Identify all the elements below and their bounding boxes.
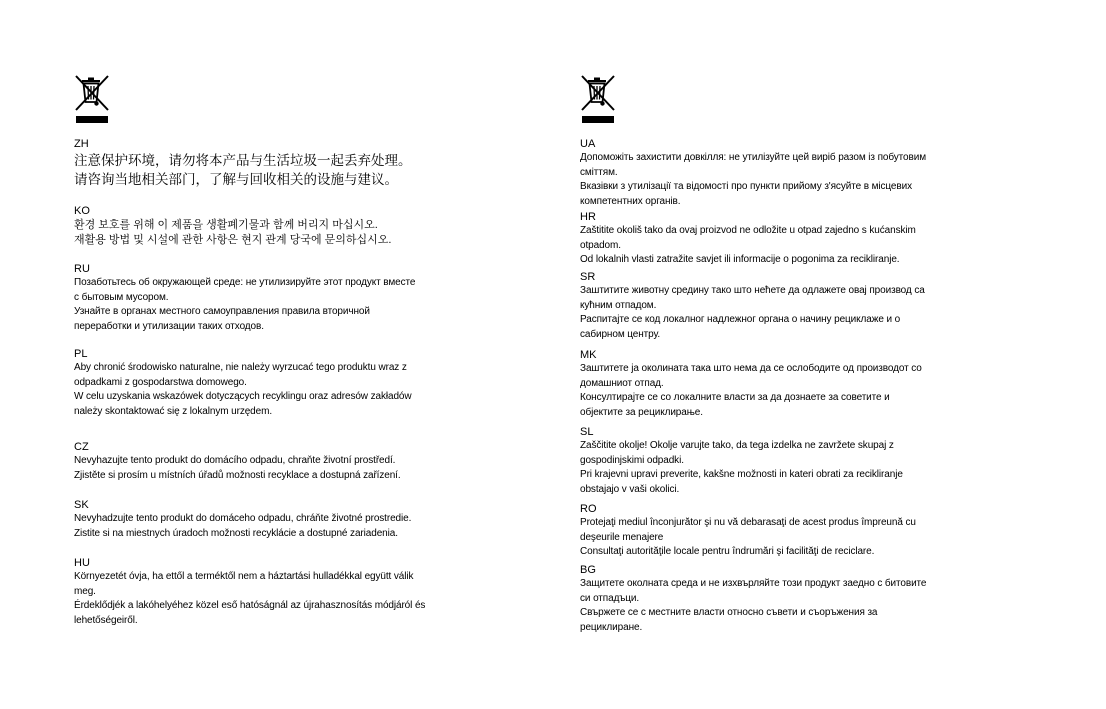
text-line: компетентних органів. — [580, 195, 681, 207]
lang-code-hu: HU — [74, 557, 90, 569]
section-ro — [580, 503, 1050, 560]
text-line: переработки и утилизации таких отходов. — [74, 320, 264, 332]
text-line: домашниот отпад. — [580, 377, 664, 389]
text-line: W celu uzyskania wskazówek dotyczących recyklingu oraz adresów zakładów — [74, 391, 412, 402]
section-hr — [580, 211, 1050, 268]
text-line: кућним отпадом. — [580, 299, 657, 311]
text-line: należy skontaktować się z lokalnym urzędem. — [74, 405, 273, 417]
lang-code-zh: ZH — [74, 138, 89, 150]
text-line: Od lokalnih vlasti zatražite savjet ili informacije o pogonima za recikliranje. — [580, 254, 900, 265]
text-line: Zaščitite okolje! Okolje varujte tako, da tega izdelka ne zavržete skupaj z — [580, 440, 894, 451]
text-line: сабирном центру. — [580, 328, 661, 340]
lang-code-mk: MK — [580, 349, 597, 361]
text-line: сміттям. — [580, 166, 618, 178]
text-line: Zaštitite okoliš tako da ovaj proizvod ne odložite u otpad zajedno s kućanskim — [580, 225, 916, 236]
lang-code-pl: PL — [74, 348, 88, 360]
lang-code-ro: RO — [580, 503, 597, 515]
text-line: Узнайте в органах местного самоуправления правила вторичной — [74, 306, 370, 317]
text-line: Nevyhadzujte tento produkt do domáceho odpadu, chráňte životné prostredie. — [74, 513, 412, 524]
section-sr — [580, 271, 1050, 342]
text-line: obstajajo v vaši okolici. — [580, 483, 680, 495]
text-line: lehetőségeiről. — [74, 614, 138, 626]
text-line: Aby chronić środowisko naturalne, nie należy wyrzucać tego produktu wraz z — [74, 362, 407, 373]
text-line: gospodinjskimi odpadki. — [580, 454, 684, 466]
text-line: Protejaţi mediul înconjurător şi nu vă debarasaţi de acest produs împreună cu — [580, 517, 916, 528]
weee-crossed-bin-icon — [580, 74, 616, 124]
text-line: Вказівки з утилізації та відомості про пункти прийому з'ясуйте в місцевих — [580, 181, 912, 192]
section-pl — [74, 348, 534, 419]
text-line: deşeurile menajere — [580, 531, 664, 543]
section-bg — [580, 564, 1050, 635]
text-line: с бытовым мусором. — [74, 291, 169, 303]
section-cz — [74, 441, 534, 483]
lang-code-sk: SK — [74, 499, 89, 511]
text-line: 请咨询当地相关部门，了解与回收相关的设施与建议。 — [74, 172, 398, 187]
text-line: Заштитете ја околината така што нема да се ослободите од производот со — [580, 363, 922, 374]
text-line: Zjistěte si prosím u místních úřadů možnosti recyklace a dostupná zařízení. — [74, 469, 401, 481]
text-line: Консултирајте се со локалните власти за да дознаете за советите и — [580, 392, 890, 403]
text-line: 재활용 방법 및 시설에 관한 사항은 현지 관계 당국에 문의하십시오. — [74, 234, 392, 246]
section-zh — [74, 138, 534, 189]
text-line: Érdeklődjék a lakóhelyéhez közel eső hatóságnál az újrahasznosítás módjáról és — [74, 600, 426, 611]
text-line: Распитајте се код локалног надлежног органа о начину рециклаже и о — [580, 314, 901, 325]
section-ua — [580, 138, 1050, 209]
text-line: Pri krajevni upravi preverite, kakšne možnosti in kateri obrati za recikliranje — [580, 469, 903, 480]
lang-code-sl: SL — [580, 426, 594, 438]
text-line: Защитете околната среда и не изхвърляйте този продукт заедно с битовите — [580, 578, 927, 589]
lang-code-ru: RU — [74, 263, 90, 275]
text-line: meg. — [74, 585, 96, 597]
lang-code-hr: HR — [580, 211, 596, 223]
text-line: Свържете се с местните власти относно съвети и съоръжения за — [580, 607, 878, 618]
section-sk — [74, 499, 534, 541]
text-line: Позаботьтесь об окружающей среде: не утилизируйте этот продукт вместе — [74, 277, 416, 288]
text-line: Consultaţi autorităţile locale pentru îndrumări şi facilităţi de reciclare. — [580, 546, 875, 557]
text-line: 환경 보호를 위해 이 제품을 생활폐기물과 함께 버리지 마십시오. — [74, 219, 378, 231]
text-line: Допоможіть захистити довкілля: не утилізуйте цей виріб разом із побутовим — [580, 152, 926, 163]
lang-code-bg: BG — [580, 564, 596, 576]
text-line: објектите за рециклирање. — [580, 406, 703, 418]
text-line: Заштитите животну средину тако што нећете да одлажете овај производ са — [580, 285, 925, 296]
lang-code-cz: CZ — [74, 441, 89, 453]
section-sl — [580, 426, 1050, 497]
lang-code-sr: SR — [580, 271, 596, 283]
section-mk — [580, 349, 1050, 420]
text-line: Nevyhazujte tento produkt do domácího odpadu, chraňte životní prostředí. — [74, 455, 396, 466]
text-line: 注意保护环境，请勿将本产品与生活垃圾一起丢弃处理。 — [74, 153, 412, 168]
section-hu — [74, 557, 534, 628]
section-ru — [74, 263, 534, 334]
weee-crossed-bin-icon — [74, 74, 110, 124]
section-ko — [74, 205, 534, 248]
lang-code-ua: UA — [580, 138, 596, 150]
text-line: odpadkami z gospodarstwa domowego. — [74, 376, 247, 388]
text-line: Környezetét óvja, ha ettől a terméktől nem a háztartási hulladékkal együtt válik — [74, 571, 414, 582]
text-line: рециклиране. — [580, 621, 643, 633]
text-line: otpadom. — [580, 239, 621, 251]
text-line: Zistite si na miestnych úradoch možnosti recyklácie a dostupné zariadenia. — [74, 527, 398, 539]
lang-code-ko: KO — [74, 205, 90, 217]
text-line: си отпадъци. — [580, 592, 640, 604]
